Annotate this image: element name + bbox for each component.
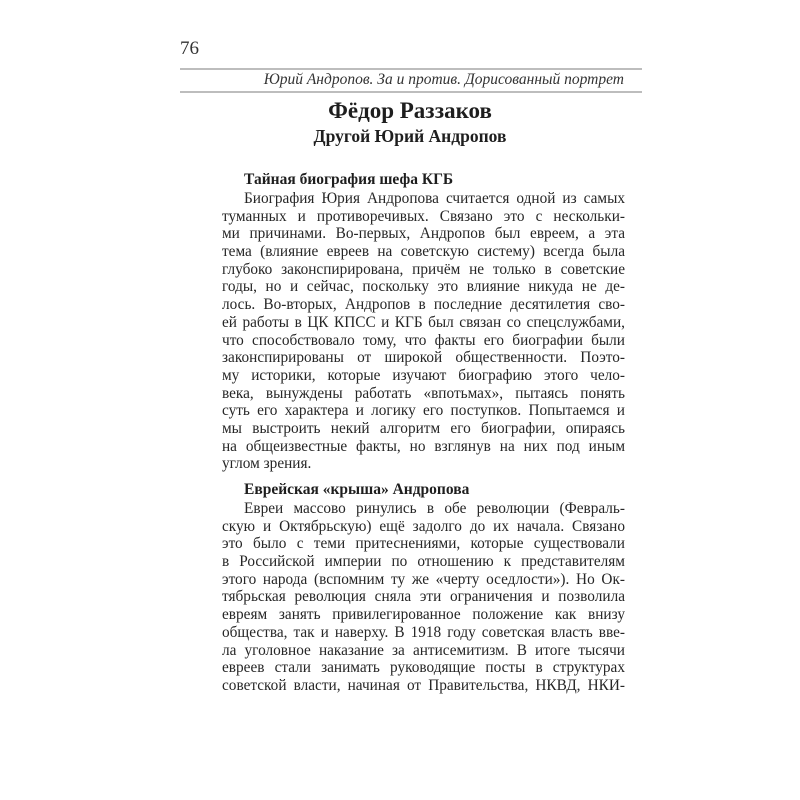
text-line: тема (влияние евреев на советскую систему) всегда была: [222, 243, 625, 261]
text-line: тябрьская революция сняла эти ограничения и позволила: [222, 588, 625, 606]
text-line: ми причинами. Во-первых, Андропов был евреем, а эта: [222, 225, 625, 243]
text-line: что способствовало тому, что факты его биографии были: [222, 331, 625, 349]
text-line: на общеизвестные факты, но взглянув на них под иным: [222, 437, 625, 455]
text-line: евреям занять привилегированное положение как внизу: [222, 606, 625, 624]
text-line: евреев стали занимать руководящие посты в структурах: [222, 659, 625, 677]
text-line: мы выстроить некий алгоритм его биографии, опираясь: [222, 419, 625, 437]
chapter-title: Другой Юрий Андропов: [313, 126, 507, 146]
text-line: углом зрения.: [222, 455, 312, 473]
text-line: советской власти, начиная от Правительства, НКВД, НКИ-: [222, 676, 625, 694]
page-number: 76: [180, 38, 199, 59]
text-line: в Российской империи по отношению к представителям: [222, 553, 625, 571]
header-rule-top: [180, 68, 642, 70]
text-line: суть его характера и логику его поступков. Попытаемся и: [222, 402, 625, 420]
author-name: Фёдор Раззаков: [328, 98, 492, 123]
text-line: Биография Юрия Андропова считается одной из самых: [244, 190, 625, 207]
text-line: глубоко законспирирована, причём не только в советские: [222, 260, 625, 278]
paragraph: [222, 500, 625, 695]
text-line: туманных и противоречивых. Связано это с нескольки-: [222, 207, 625, 225]
section-heading: Тайная биография шефа КГБ: [244, 171, 454, 188]
text-line: годы, но и сейчас, поскольку это влияние никуда не де-: [222, 278, 625, 296]
text-line: этого народа (вспомним ту же «черту оседлости»). Но Ок-: [222, 570, 625, 588]
text-line: лось. Во-вторых, Андропов в последние десятилетия сво-: [222, 296, 625, 314]
running-header: Юрий Андропов. За и против. Дорисованный портрет: [263, 71, 624, 88]
text-line: законспирированы от широкой общественности. Поэто-: [222, 349, 625, 367]
text-line: общества, так и наверху. В 1918 году советская власть вве-: [222, 623, 625, 641]
text-line: века, вынуждены работать «впотьмах», пытаясь понять: [222, 384, 625, 402]
text-line: ла уголовное наказание за антисемитизм. В итоге тысячи: [222, 641, 625, 659]
text-line: скую и Октябрьскую) ещё задолго до их начала. Связано: [222, 517, 625, 535]
header-rule-bottom: [180, 91, 642, 93]
text-line: Евреи массово ринулись в обе революции (Февраль-: [244, 500, 625, 517]
text-line: му историки, которые изучают биографию этого чело-: [222, 366, 625, 384]
text-line: ей работы в ЦК КПСС и КГБ был связан со спецслужбами,: [222, 313, 625, 331]
paragraph: [222, 190, 625, 473]
section-heading: Еврейская «крыша» Андропова: [244, 481, 470, 498]
text-line: это было с теми притеснениями, которые существовали: [222, 535, 625, 553]
